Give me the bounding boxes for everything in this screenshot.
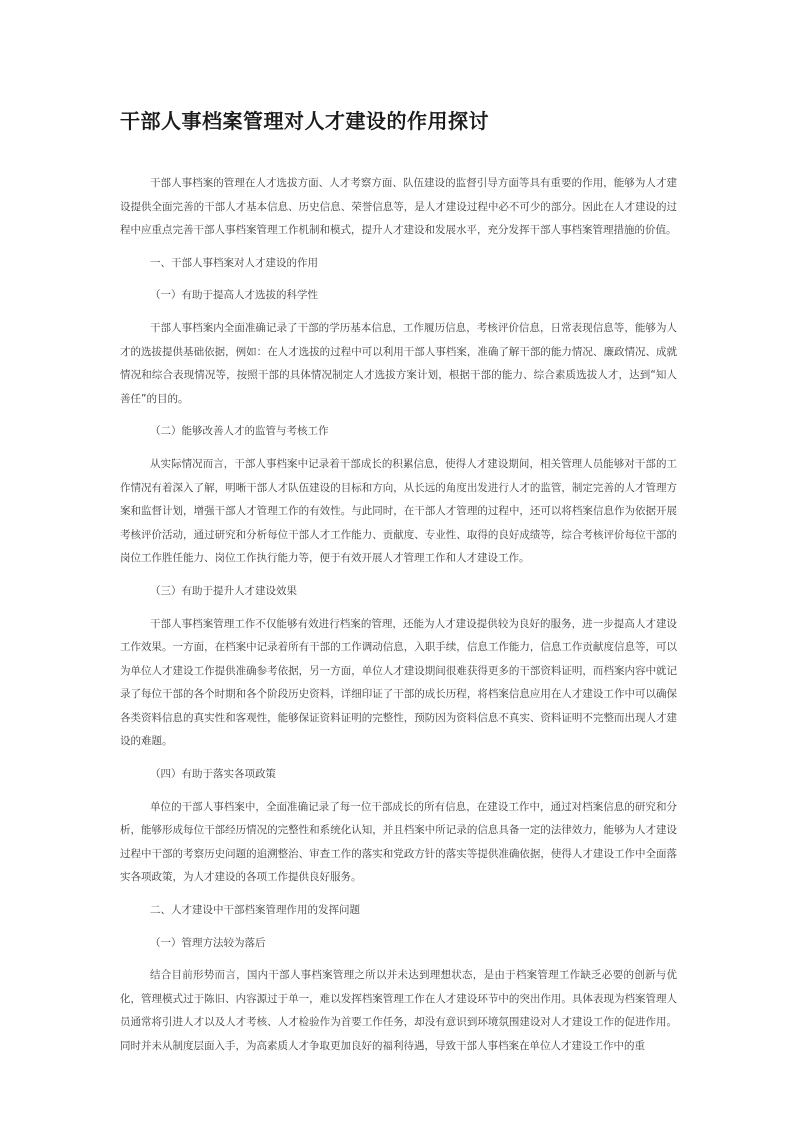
subsection-heading-1-1: （一）有助于提高人才选拔的科学性 [150,289,318,302]
document-body [120,172,677,1068]
section-heading-2: 二、人才建设中干部档案管理作用的发挥问题 [150,904,360,917]
paragraph-1-2: 从实际情况而言，干部人事档案中记录着干部成长的积累信息，使得人才建设期间，相关管理人员能够对干部的工作情况有着深入了解，明晰干部人才队伍建设的目标和方向，从长远的角度出发进行人才的监管，制定完善的人才管理方案和监督计划，增强干部人才管理工作的有效性。与此同时，在干部人才管理的过程中，还可以将档案信息作为依据开展考核评价活动，通过研究和分析每位干部人才工作能力、贡献度、专业性、取得的良好成绩等，综合考核评价每位干部的岗位工作胜任能力、岗位工作执行能力等，便于有效开展人才管理工作和人才建设工作。 [120,457,677,565]
paragraph-1-1: 干部人事档案内全面准确记录了干部的学历基本信息，工作履历信息，考核评价信息，日常表现信息等，能够为人才的选拔提供基础依据，例如：在人才选拔的过程中可以利用干部人事档案，准确了解干部的能力情况、廉政情况、成就情况和综合表现情况等，按照干部的具体情况制定人才选拔方案计划，根据干部的能力、综合素质选拔人才，达到“知人善任”的目的。 [120,321,677,405]
subsection-heading-2-1: （一）管理方法较为落后 [150,936,266,949]
paragraph-intro: 干部人事档案的管理在人才选拔方面、人才考察方面、队伍建设的监督引导方面等具有重要的作用，能够为人才建设提供全面完善的干部人才基本信息、历史信息、荣誉信息等，是人才建设过程中必不可少的部分。因此在人才建设的过程中应重点完善干部人事档案管理工作机制和模式，提升人才建设和发展水平，充分发挥干部人事档案管理措施的价值。 [120,177,677,237]
subsection-heading-1-4: （四）有助于落实各项政策 [150,768,276,781]
document-title: 干部人事档案管理对人才建设的作用探讨 [120,109,489,133]
paragraph-1-4: 单位的干部人事档案中，全面准确记录了每一位干部成长的所有信息，在建设工作中，通过对档案信息的研究和分析，能够形成每位干部经历情况的完整性和系统化认知，并且档案中所记录的信息具备一定的法律效力，能够为人才建设过程中干部的考察历史问题的追溯整治、审查工作的落实和党政方针的落实等提供准确依据，使得人才建设工作中全面落实各项政策，为人才建设的各项工作提供良好服务。 [120,800,677,884]
section-heading-1: 一、干部人事档案对人才建设的作用 [150,256,318,269]
subsection-heading-1-3: （三）有助于提升人才建设效果 [150,584,297,597]
subsection-heading-1-2: （二）能够改善人才的监管与考核工作 [150,425,329,438]
paragraph-2-1: 结合目前形势而言，国内干部人事档案管理之所以并未达到理想状态，是由于档案管理工作缺乏必要的创新与优化，管理模式过于陈旧、内容源过于单一，难以发挥档案管理工作在人才建设环节中的突出作用。具体表现为档案管理人员通常将引进人才以及人才考核、人才检验作为首要工作任务，却没有意识到环境氛围建设对人才建设工作的促进作用。同时并未从制度层面入手，为高素质人才争取更加良好的福利待遇，导致干部人事档案在单位人才建设工作中的重 [120,969,677,1052]
paragraph-1-3: 干部人事档案管理工作不仅能够有效进行档案的管理，还能为人才建设提供较为良好的服务，进一步提高人才建设工作效果。一方面，在档案中记录着所有干部的工作调动信息，入职手续，信息工作能力，信息工作贡献度信息等，可以为单位人才建设工作提供准确参考依据，另一方面，单位人才建设期间很难获得更多的干部资料证明，而档案内容中就记录了每位干部的各个时期和各个阶段历史资料，详细印证了干部的成长历程，将档案信息应用在人才建设工作中可以确保各类资料信息的真实性和客观性，能够保证资料证明的完整性，预防因为资料信息不真实、资料证明不完整而出现人才建设的难题。 [120,617,677,748]
